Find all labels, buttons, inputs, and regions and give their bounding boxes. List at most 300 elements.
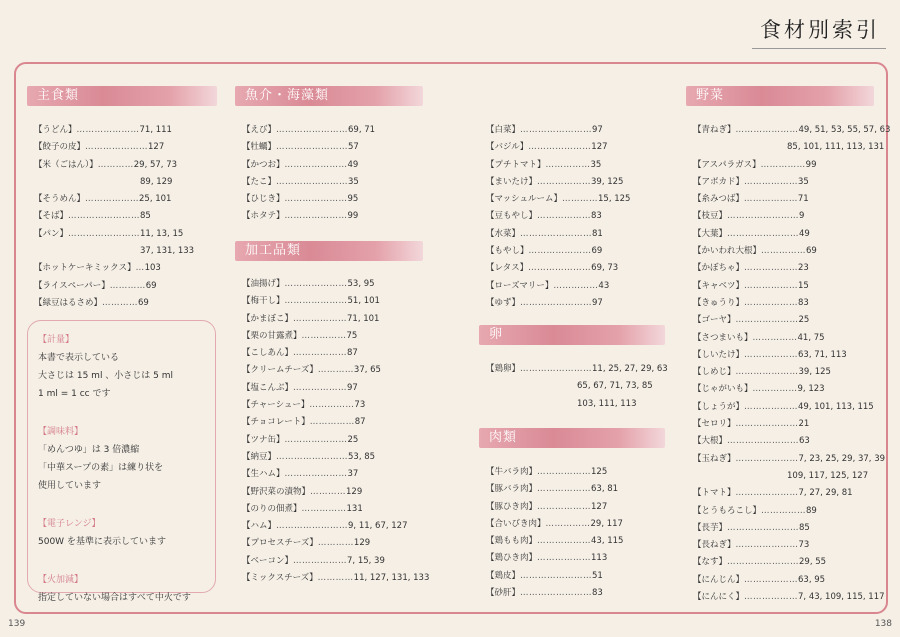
entry-pages: 95 bbox=[347, 194, 359, 205]
entry-name: 【ハム】 bbox=[242, 521, 277, 532]
index-entry bbox=[242, 449, 432, 466]
entry-dots: ………… bbox=[317, 538, 354, 549]
entry-pages: 81 bbox=[592, 228, 603, 239]
entry-pages: 11, 127, 131, 133 bbox=[353, 573, 430, 584]
index-entry bbox=[486, 243, 671, 260]
entry-dots: …………… bbox=[553, 280, 599, 291]
entry-pages: 131 bbox=[346, 503, 363, 514]
index-entry bbox=[242, 501, 432, 518]
index-entry bbox=[34, 191, 219, 208]
entry-name: 【そば】 bbox=[34, 211, 69, 222]
entry-pages: 129 bbox=[346, 486, 363, 497]
entry-pages: 11, 25, 27, 29, 63 bbox=[592, 364, 668, 374]
index-entry bbox=[693, 208, 883, 225]
index-entry bbox=[486, 550, 671, 567]
entry-dots: ………………… bbox=[735, 125, 799, 135]
index-entry bbox=[486, 516, 671, 533]
entry-name: 【しょうが】 bbox=[693, 401, 745, 412]
entry-pages: 29, 57, 73 bbox=[133, 159, 178, 170]
entry-pages: 49 bbox=[799, 228, 810, 239]
entry-pages: 127 bbox=[591, 142, 608, 153]
index-entry bbox=[693, 520, 883, 537]
entry-dots: ………………… bbox=[735, 488, 799, 499]
entry-pages: 21 bbox=[798, 419, 810, 430]
entry-pages: 69 bbox=[145, 280, 157, 291]
entry-pages: 29, 117 bbox=[590, 518, 623, 529]
section-header-staple: 主食類 bbox=[27, 86, 217, 106]
list-vegetables bbox=[693, 122, 891, 606]
entry-name: 【かまぼこ】 bbox=[242, 313, 294, 324]
index-entry bbox=[486, 260, 671, 277]
entry-dots: …………………… bbox=[520, 125, 593, 135]
entry-pages: 83 bbox=[592, 588, 603, 599]
entry-name: 【チョコレート】 bbox=[242, 417, 310, 428]
entry-name: 【ゴーヤ】 bbox=[693, 315, 736, 326]
note-microwave-head: 【電子レンジ】 bbox=[38, 519, 101, 529]
entry-name: 【緑豆はるさめ】 bbox=[34, 297, 103, 308]
entry-dots: ………………… bbox=[284, 159, 348, 170]
entry-dots: ………………… bbox=[735, 453, 799, 464]
entry-dots: ………… bbox=[97, 159, 134, 170]
entry-dots: …………………… bbox=[68, 211, 141, 222]
index-entry bbox=[242, 518, 432, 535]
index-entry bbox=[486, 157, 671, 174]
entry-pages: 43 bbox=[598, 280, 610, 291]
entry-dots: …………… bbox=[545, 518, 591, 529]
index-entry bbox=[242, 362, 432, 379]
entry-dots: ………………… bbox=[284, 194, 348, 205]
entry-dots: …………… bbox=[309, 417, 355, 428]
entry-name: 【きゅうり】 bbox=[693, 297, 745, 308]
entry-name: 【餃子の皮】 bbox=[34, 142, 86, 153]
index-entry bbox=[486, 568, 671, 585]
entry-name: 【プチトマト】 bbox=[486, 159, 546, 170]
entry-pages: 7, 23, 25, 29, 37, 39 bbox=[798, 453, 886, 464]
entry-dots: ……………… bbox=[85, 194, 140, 205]
entry-name: 【ひじき】 bbox=[242, 194, 285, 205]
entry-pages: 97 bbox=[592, 125, 603, 135]
entry-pages: 125 bbox=[591, 467, 608, 477]
entry-dots: ……………… bbox=[744, 263, 799, 274]
section-header-meat: 肉類 bbox=[479, 428, 665, 448]
entry-dots: …………………… bbox=[727, 211, 800, 222]
index-entry bbox=[693, 416, 883, 433]
entry-pages: 39, 125 bbox=[798, 367, 831, 378]
entry-pages: 37, 65 bbox=[353, 365, 381, 376]
list-seafood bbox=[242, 122, 427, 226]
entry-name: 【ミックスチーズ】 bbox=[242, 573, 318, 584]
entry-name: 【砂肝】 bbox=[486, 588, 521, 599]
entry-name: 【豆もやし】 bbox=[486, 211, 538, 222]
entry-dots: ………………… bbox=[284, 211, 348, 222]
note-seasoning-line: 「中華スープの素」は練り状を bbox=[38, 463, 164, 473]
index-entry bbox=[242, 191, 427, 208]
entry-pages: 23 bbox=[798, 263, 809, 274]
entry-pages: 71, 101 bbox=[347, 313, 380, 324]
entry-pages: 37 bbox=[347, 469, 359, 480]
entry-dots: … bbox=[135, 263, 145, 274]
entry-pages: 35 bbox=[590, 159, 602, 170]
entry-name: 【しいたけ】 bbox=[693, 349, 745, 360]
entry-pages: 53, 85 bbox=[348, 451, 376, 462]
entry-pages: 73 bbox=[798, 540, 810, 551]
entry-pages: 9 bbox=[799, 211, 805, 222]
index-entry bbox=[486, 499, 671, 516]
entry-pages: 35 bbox=[348, 176, 359, 187]
index-entry bbox=[693, 381, 883, 398]
section-header-seafood: 魚介・海藻類 bbox=[235, 86, 423, 106]
entry-dots: ……………… bbox=[743, 194, 798, 205]
entry-pages: 51, 101 bbox=[347, 296, 380, 307]
index-entry bbox=[693, 295, 883, 312]
entry-dots: ……………… bbox=[537, 484, 592, 495]
entry-dots: ………… bbox=[562, 194, 598, 205]
entry-pages: 127 bbox=[591, 501, 608, 512]
index-entry bbox=[486, 396, 676, 413]
entry-dots: ……………… bbox=[537, 536, 592, 547]
note-seasoning-head: 【調味料】 bbox=[38, 427, 84, 437]
entry-dots: …………………… bbox=[276, 176, 349, 187]
index-entry bbox=[693, 174, 883, 191]
note-measure-line: 大さじは 15 ml 、小さじは 5 ml bbox=[38, 371, 174, 381]
entry-pages: 83 bbox=[798, 297, 809, 308]
entry-pages: 103 bbox=[144, 263, 161, 274]
index-entry bbox=[242, 139, 427, 156]
entry-dots: …………………… bbox=[520, 588, 593, 599]
index-entry bbox=[242, 122, 427, 139]
entry-dots: ……………… bbox=[537, 553, 592, 564]
index-entry bbox=[34, 208, 219, 225]
entry-pages: 39, 125 bbox=[591, 176, 624, 187]
entry-name: 【長ねぎ】 bbox=[693, 540, 736, 551]
section-header-vegetables: 野菜 bbox=[686, 86, 874, 106]
entry-pages: 99 bbox=[347, 211, 359, 222]
entry-pages: 53, 95 bbox=[347, 279, 375, 289]
entry-name: 【長芋】 bbox=[693, 522, 728, 533]
index-entry bbox=[693, 312, 883, 329]
index-entry bbox=[242, 484, 432, 501]
entry-name: 【梅干し】 bbox=[242, 296, 285, 307]
entry-dots: ………………… bbox=[735, 315, 799, 326]
index-entry bbox=[486, 174, 671, 191]
entry-name: 【鶏卵】 bbox=[486, 364, 521, 374]
entry-dots: …………………… bbox=[276, 521, 349, 532]
entry-name: 【マッシュルーム】 bbox=[486, 194, 562, 205]
index-entry bbox=[693, 589, 883, 606]
section-header-processed: 加工品類 bbox=[235, 241, 423, 261]
list-processed bbox=[242, 276, 432, 587]
entry-pages: 87 bbox=[354, 417, 366, 428]
entry-pages: 69 bbox=[806, 246, 817, 257]
index-entry bbox=[693, 226, 883, 243]
entry-name: 【豚ひき肉】 bbox=[486, 501, 538, 512]
index-entry bbox=[486, 585, 671, 602]
index-entry bbox=[34, 122, 219, 139]
entry-pages: 15 bbox=[798, 280, 809, 291]
entry-pages: 29, 55 bbox=[799, 557, 827, 568]
entry-name: 【にんにく】 bbox=[693, 592, 745, 603]
index-entry bbox=[486, 361, 676, 378]
entry-dots: ………… bbox=[109, 280, 146, 291]
entry-pages: 87 bbox=[347, 348, 358, 359]
entry-pages: 129 bbox=[353, 538, 371, 549]
entry-name: 【かいわれ大根】 bbox=[693, 246, 762, 257]
entry-name: 【にんじん】 bbox=[693, 574, 745, 585]
entry-name: 【米（ごはん）】 bbox=[34, 159, 98, 170]
entry-name: 【大葉】 bbox=[693, 228, 728, 239]
entry-pages: 97 bbox=[592, 297, 603, 308]
entry-pages: 69 bbox=[138, 297, 149, 308]
entry-name: 【まいたけ】 bbox=[486, 176, 538, 187]
entry-pages: 99 bbox=[805, 159, 817, 170]
entry-pages: 85 bbox=[140, 211, 151, 222]
index-entry bbox=[486, 191, 671, 208]
entry-name: 【じゃがいも】 bbox=[693, 384, 753, 395]
index-entry bbox=[242, 535, 432, 552]
list-egg bbox=[486, 361, 676, 413]
entry-name: 【ライスペーパー】 bbox=[34, 280, 110, 291]
entry-dots: …………………… bbox=[68, 228, 141, 239]
entry-pages: 49, 101, 113, 115 bbox=[798, 401, 874, 412]
entry-dots: ………………… bbox=[528, 142, 592, 153]
entry-name: 【しめじ】 bbox=[693, 367, 736, 378]
list-staple bbox=[34, 122, 219, 312]
entry-dots: …………… bbox=[301, 503, 347, 514]
index-entry bbox=[693, 260, 883, 277]
entry-pages: 7, 27, 29, 81 bbox=[798, 488, 853, 499]
index-entry bbox=[693, 503, 883, 520]
index-entry bbox=[242, 345, 432, 362]
index-entry bbox=[693, 451, 886, 468]
index-entry bbox=[486, 122, 671, 139]
entry-pages: 83 bbox=[591, 211, 602, 222]
index-entry bbox=[242, 276, 432, 293]
entry-name: 【ゆず】 bbox=[486, 297, 521, 308]
entry-name: 【もやし】 bbox=[486, 246, 529, 257]
entry-pages: 25 bbox=[798, 315, 810, 326]
entry-name: 【プロセスチーズ】 bbox=[242, 538, 318, 549]
entry-name: 【かつお】 bbox=[242, 159, 285, 170]
entry-dots: ……………… bbox=[744, 401, 799, 412]
entry-pages: 63 bbox=[799, 436, 810, 447]
entry-name: 【さつまいも】 bbox=[693, 332, 753, 343]
section-header-egg: 卵 bbox=[479, 325, 665, 345]
index-entry bbox=[693, 364, 883, 381]
entry-pages: 109, 117, 125, 127 bbox=[787, 470, 869, 481]
entry-dots: ………………… bbox=[528, 263, 592, 274]
entry-name: 【ツナ缶】 bbox=[242, 434, 285, 445]
entry-dots: …………… bbox=[545, 159, 591, 170]
entry-dots: ……………… bbox=[744, 574, 799, 585]
entry-name: 【牡蠣】 bbox=[242, 142, 277, 153]
index-entry bbox=[486, 226, 671, 243]
entry-pages: 75 bbox=[346, 330, 358, 341]
entry-pages: 73 bbox=[354, 400, 366, 411]
entry-pages: 97 bbox=[347, 382, 358, 393]
note-heat-line: 指定していない場合はすべて中火です bbox=[38, 593, 191, 603]
entry-name: 【かぼちゃ】 bbox=[693, 263, 745, 274]
entry-name: 【ホタテ】 bbox=[242, 211, 285, 222]
entry-dots: ……………… bbox=[293, 348, 348, 359]
entry-pages: 7, 43, 109, 115, 117 bbox=[798, 592, 885, 603]
entry-name: 【野沢菜の漬物】 bbox=[242, 486, 311, 497]
index-entry bbox=[242, 414, 432, 431]
entry-pages: 85 bbox=[799, 522, 810, 533]
entry-pages: 57 bbox=[348, 142, 359, 153]
index-entry bbox=[242, 466, 432, 483]
list-meat bbox=[486, 464, 671, 602]
entry-name: 【枝豆】 bbox=[693, 211, 728, 222]
entry-name: 【バジル】 bbox=[486, 142, 529, 153]
index-entry bbox=[34, 243, 219, 260]
entry-pages: 25, 101 bbox=[139, 194, 172, 205]
index-entry bbox=[34, 278, 219, 295]
entry-dots: …………… bbox=[761, 505, 807, 516]
entry-dots: …………………… bbox=[727, 522, 800, 533]
note-measure-line: 本書で表示している bbox=[38, 353, 120, 363]
note-heat-head: 【火加減】 bbox=[38, 575, 84, 585]
entry-dots: …………… bbox=[301, 330, 347, 341]
note-seasoning-line: 「めんつゆ」は 3 倍濃縮 bbox=[38, 445, 140, 455]
entry-name: 【たこ】 bbox=[242, 176, 277, 187]
entry-pages: 71 bbox=[797, 194, 809, 205]
entry-pages: 63, 81 bbox=[591, 484, 619, 495]
entry-pages: 15, 125 bbox=[598, 194, 631, 205]
index-entry bbox=[693, 347, 883, 364]
page-number-left: 139 bbox=[8, 619, 26, 629]
index-entry bbox=[486, 464, 671, 481]
entry-dots: ……………… bbox=[744, 280, 799, 291]
note-measure-head: 【計量】 bbox=[38, 335, 75, 345]
entry-name: 【大根】 bbox=[693, 436, 728, 447]
index-entry bbox=[34, 157, 219, 174]
entry-pages: 103, 111, 113 bbox=[577, 398, 637, 409]
entry-name: 【納豆】 bbox=[242, 451, 277, 462]
entry-dots: ………………… bbox=[284, 279, 348, 289]
entry-dots: ………… bbox=[310, 486, 347, 497]
note-seasoning-line: 使用しています bbox=[38, 481, 102, 491]
entry-name: 【牛バラ肉】 bbox=[486, 467, 538, 477]
index-entry bbox=[486, 481, 671, 498]
entry-name: 【玉ねぎ】 bbox=[693, 453, 736, 464]
entry-pages: 127 bbox=[148, 142, 165, 153]
entry-name: 【キャベツ】 bbox=[693, 280, 745, 291]
entry-name: 【パン】 bbox=[34, 228, 69, 239]
index-entry bbox=[693, 122, 891, 139]
note-microwave-line: 500W を基準に表示しています bbox=[38, 537, 166, 547]
index-entry bbox=[242, 380, 432, 397]
index-entry bbox=[693, 157, 883, 174]
entry-dots: ………………… bbox=[284, 434, 348, 445]
entry-name: 【ローズマリー】 bbox=[486, 280, 554, 291]
index-entry bbox=[34, 260, 219, 277]
entry-name: 【ホットケーキミックス】 bbox=[34, 263, 136, 274]
entry-pages: 89, 129 bbox=[140, 176, 173, 187]
index-entry bbox=[34, 295, 219, 312]
entry-name: 【のりの佃煮】 bbox=[242, 503, 302, 514]
page-title: 食材別索引 bbox=[752, 14, 886, 49]
entry-dots: ……………… bbox=[537, 176, 592, 187]
entry-pages: 63, 71, 113 bbox=[798, 349, 847, 360]
entry-dots: ……………… bbox=[293, 555, 348, 566]
index-entry bbox=[242, 157, 427, 174]
index-entry bbox=[486, 378, 676, 395]
index-entry bbox=[486, 295, 671, 312]
entry-pages: 49 bbox=[347, 159, 359, 170]
index-entry bbox=[693, 468, 883, 485]
index-entry bbox=[242, 397, 432, 414]
entry-name: 【鶏ひき肉】 bbox=[486, 553, 538, 564]
entry-name: 【クリームチーズ】 bbox=[242, 365, 318, 376]
index-entry bbox=[242, 208, 427, 225]
entry-name: 【鶏皮】 bbox=[486, 570, 521, 581]
page-number-right: 138 bbox=[874, 619, 892, 629]
index-entry bbox=[693, 191, 883, 208]
entry-dots: …………………… bbox=[520, 364, 593, 374]
index-entry bbox=[693, 243, 883, 260]
index-entry bbox=[34, 226, 219, 243]
entry-dots: ……………… bbox=[537, 467, 592, 477]
entry-pages: 85, 101, 111, 113, 131 bbox=[787, 142, 885, 153]
entry-pages: 65, 67, 71, 73, 85 bbox=[577, 381, 653, 392]
entry-name: 【アスパラガス】 bbox=[693, 159, 761, 170]
entry-dots: …………… bbox=[761, 246, 807, 257]
entry-name: 【とうもろこし】 bbox=[693, 505, 762, 516]
index-entry bbox=[693, 278, 883, 295]
index-entry bbox=[693, 554, 883, 571]
entry-name: 【鶏もも肉】 bbox=[486, 536, 538, 547]
entry-name: 【えび】 bbox=[242, 125, 277, 135]
entry-dots: ………………… bbox=[735, 419, 799, 430]
index-entry bbox=[242, 570, 432, 587]
entry-pages: 51 bbox=[592, 570, 603, 581]
entry-name: 【なす】 bbox=[693, 557, 728, 568]
entry-pages: 37, 131, 133 bbox=[140, 246, 195, 257]
index-entry bbox=[242, 328, 432, 345]
entry-pages: 63, 95 bbox=[798, 574, 826, 585]
entry-dots: ………… bbox=[102, 297, 139, 308]
index-entry bbox=[693, 572, 883, 589]
index-entry bbox=[693, 537, 883, 554]
entry-dots: …………… bbox=[752, 384, 798, 395]
entry-dots: ………………… bbox=[284, 469, 348, 480]
entry-name: 【そうめん】 bbox=[34, 194, 86, 205]
entry-dots: …………………… bbox=[727, 228, 800, 239]
entry-name: 【糸みつば】 bbox=[693, 194, 744, 205]
index-entry bbox=[34, 174, 219, 191]
entry-dots: ……………… bbox=[293, 382, 348, 393]
entry-dots: ……………… bbox=[744, 349, 799, 360]
entry-name: 【うどん】 bbox=[34, 125, 77, 135]
entry-dots: …………………… bbox=[727, 557, 800, 568]
entry-name: 【塩こんぶ】 bbox=[242, 382, 294, 393]
entry-pages: 35 bbox=[798, 176, 809, 187]
entry-name: 【白菜】 bbox=[486, 125, 521, 135]
entry-name: 【栗の甘露煮】 bbox=[242, 330, 302, 341]
entry-dots: ………………… bbox=[735, 367, 799, 378]
entry-name: 【こしあん】 bbox=[242, 348, 294, 359]
entry-name: 【アボカド】 bbox=[693, 176, 745, 187]
index-entry bbox=[693, 399, 883, 416]
entry-dots: …………… bbox=[309, 400, 355, 411]
entry-dots: ………………… bbox=[735, 540, 799, 551]
index-entry bbox=[486, 208, 671, 225]
entry-name: 【生ハム】 bbox=[242, 469, 285, 480]
index-entry bbox=[242, 553, 432, 570]
entry-pages: 69 bbox=[591, 246, 603, 257]
entry-name: 【青ねぎ】 bbox=[693, 125, 736, 135]
index-entry bbox=[486, 139, 671, 156]
